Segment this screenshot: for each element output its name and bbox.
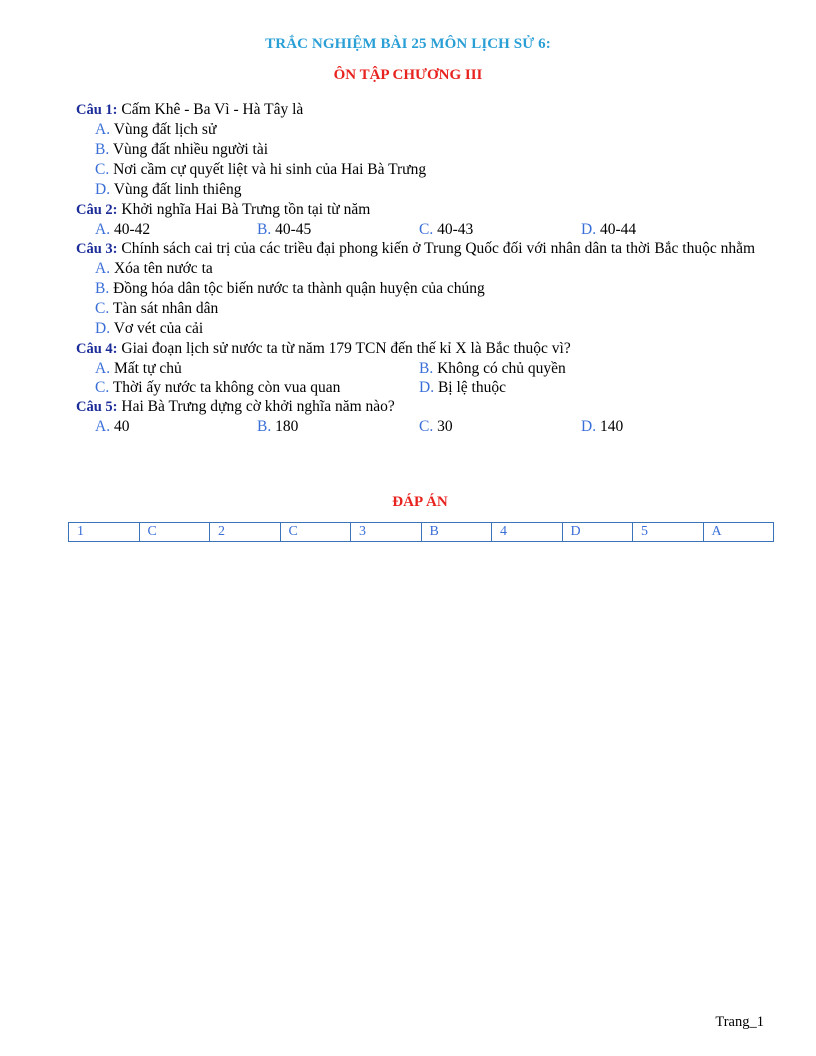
document-title: TRẮC NGHIỆM BÀI 25 MÔN LỊCH SỬ 6: — [265, 36, 551, 52]
question-text: Cấm Khê - Ba Vì - Hà Tây là — [121, 101, 304, 118]
question-label: Câu 4: — [76, 341, 118, 357]
answer-cell: 5 — [633, 523, 704, 542]
question-2 — [76, 200, 766, 239]
answer-cell: B — [421, 523, 492, 542]
answer-cell: 3 — [351, 523, 422, 542]
question-label: Câu 5: — [76, 399, 118, 415]
option-c: C. Nơi cầm cự quyết liệt và hi sinh của Hai Bà Trưng — [95, 161, 427, 178]
question-list — [76, 100, 766, 436]
document-subtitle: ÔN TẬP CHƯƠNG III — [333, 67, 483, 83]
question-text: Khởi nghĩa Hai Bà Trưng tồn tại từ năm — [121, 201, 371, 218]
answer-cell: 2 — [210, 523, 281, 542]
answers-title: ĐÁP ÁN — [392, 494, 448, 510]
option-a: A. Xóa tên nước ta — [95, 260, 213, 277]
option-c: C. Thời ấy nước ta không còn vua quan — [95, 379, 341, 396]
question-label: Câu 2: — [76, 202, 118, 218]
answer-cell: C — [139, 523, 210, 542]
option-d: D. 40-44 — [581, 221, 637, 238]
answer-cell: C — [280, 523, 351, 542]
question-label: Câu 3: — [76, 241, 118, 257]
answer-cell: 4 — [492, 523, 563, 542]
option-d: D. Vơ vét của cải — [95, 320, 204, 337]
option-a: A. 40 — [95, 418, 130, 435]
question-4 — [76, 339, 766, 397]
question-5 — [76, 397, 766, 436]
option-d: D. Vùng đất linh thiêng — [95, 181, 242, 198]
option-b: B. Vùng đất nhiều người tài — [95, 141, 269, 158]
option-a: A. 40-42 — [95, 221, 151, 238]
question-text: Hai Bà Trưng dựng cờ khởi nghĩa năm nào? — [121, 398, 395, 415]
question-text: Chính sách cai trị của các triều đại phong kiến ở Trung Quốc đối với nhân dân ta thời Bắc thuộc nhằm — [121, 240, 756, 257]
option-b: B. 40-45 — [257, 221, 312, 238]
option-b: B. Đồng hóa dân tộc biến nước ta thành quận huyện của chúng — [95, 280, 485, 297]
option-a: A. Vùng đất lịch sử — [95, 121, 217, 138]
option-c: C. Tàn sát nhân dân — [95, 300, 219, 317]
option-b: B. 180 — [257, 418, 299, 435]
option-c: C. 30 — [419, 418, 453, 435]
option-d: D. Bị lệ thuộc — [419, 379, 506, 396]
answer-cell: D — [562, 523, 633, 542]
page-number: Trang_1 — [715, 1014, 764, 1030]
option-c: C. 40-43 — [419, 221, 474, 238]
answer-cell: A — [703, 523, 774, 542]
question-3 — [76, 239, 766, 339]
option-d: D. 140 — [581, 418, 624, 435]
table-row — [69, 523, 774, 542]
answer-table — [68, 522, 774, 542]
answer-cell: 1 — [69, 523, 140, 542]
question-text: Giai đoạn lịch sử nước ta từ năm 179 TCN đến thế kỉ X là Bắc thuộc vì? — [121, 340, 571, 357]
question-label: Câu 1: — [76, 102, 118, 118]
option-b: B. Không có chủ quyền — [419, 360, 566, 377]
option-a: A. Mất tự chủ — [95, 360, 182, 377]
question-1 — [76, 100, 766, 200]
